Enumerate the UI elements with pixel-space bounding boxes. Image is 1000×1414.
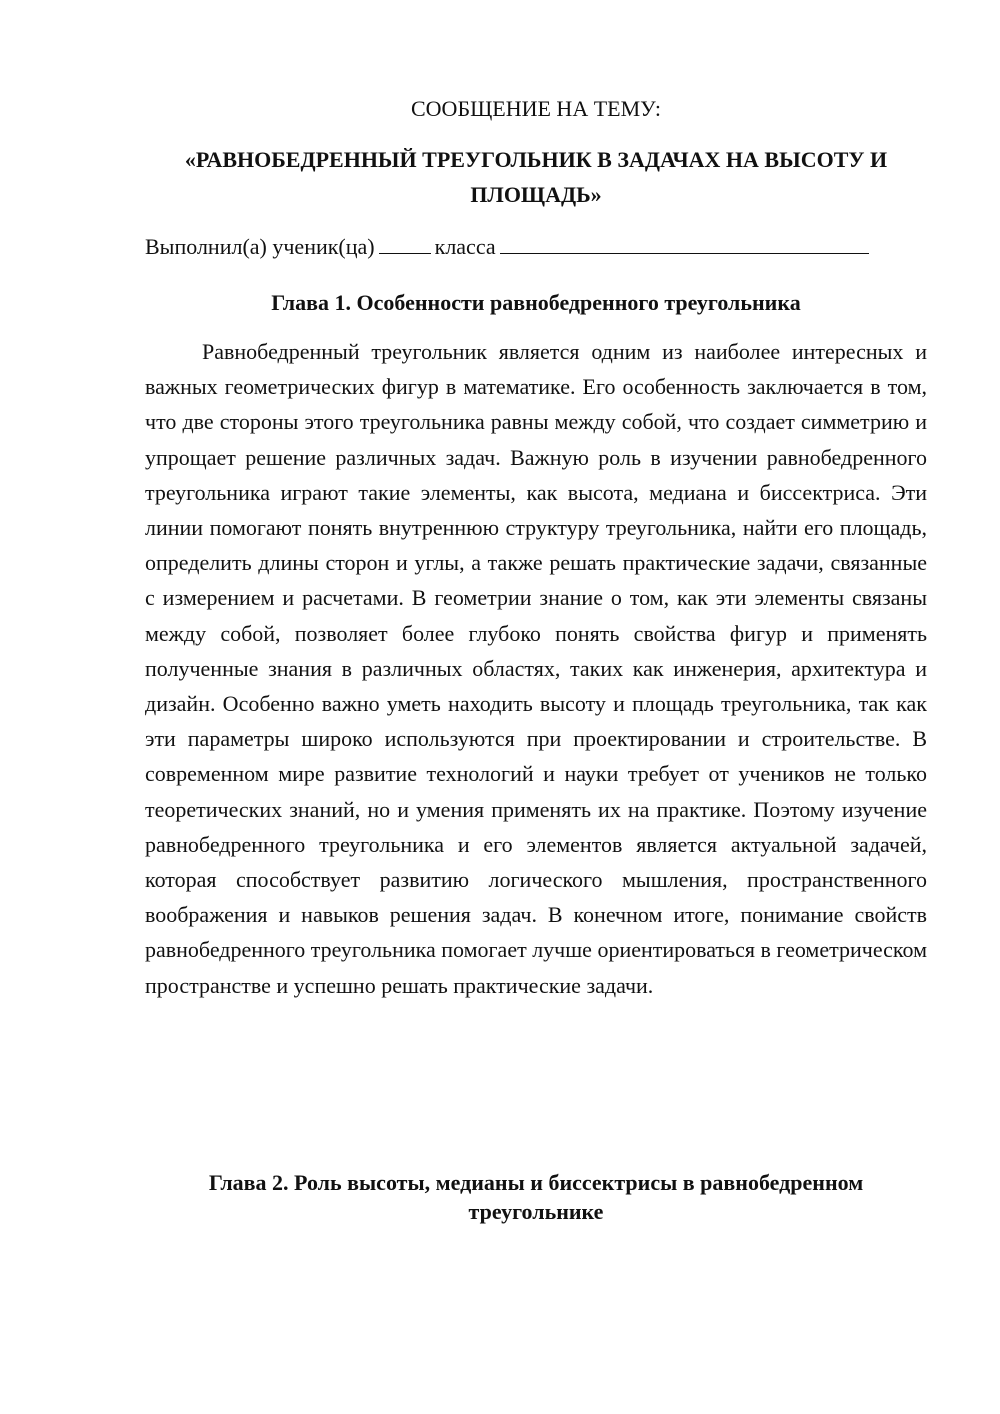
class-blank: [379, 235, 431, 254]
chapter-1-paragraph: Равнобедренный треугольник является одним из наиболее интересных и важных геометрических фигур в математике. Его особенность заключается в том, что две стороны этого треугольника равны между собой, что создает симметрию и упрощает решение различных задач. Важную роль в изучении равнобедренного треугольника играют такие элементы, как высота, медиана и биссектриса. Эти линии помогают понять внутреннюю структуру треугольника, найти его площадь, определить длины сторон и углы, а также решать практические задачи, связанные с измерением и расчетами. В геометрии знание о том, как эти элементы связаны между собой, позволяет более глубоко понять свойства фигур и применять полученные знания в различных областях, таких как инженерия, архитектура и дизайн. Особенно важно уметь находить высоту и площадь треугольника, так как эти параметры широко используются при проектировании и строительстве. В современном мире развитие технологий и науки требует от учеников не только теоретических знаний, но и умения применять их на практике. Поэтому изучение равнобедренного треугольника и его элементов является актуальной задачей, которая способствует развитию логического мышления, пространственного воображения и навыков решения задач. В конечном итоге, понимание свойств равнобедренного треугольника помогает лучше ориентироваться в геометрическом пространстве и успешно решать практические задачи.: [145, 339, 927, 998]
document-heading: СООБЩЕНИЕ НА ТЕМУ:: [411, 96, 661, 121]
document-title: «РАВНОБЕДРЕННЫЙ ТРЕУГОЛЬНИК В ЗАДАЧАХ НА ВЫСОТУ И ПЛОЩАДЬ»: [184, 147, 888, 207]
author-prefix: Выполнил(а) ученик(ца): [145, 234, 375, 259]
author-class-label: класса: [434, 234, 496, 259]
chapter-1-title: Глава 1. Особенности равнобедренного треугольника: [271, 290, 801, 315]
name-blank: [500, 235, 869, 254]
chapter-2-title: Глава 2. Роль высоты, медианы и биссектрисы в равнобедренном треугольнике: [208, 1170, 864, 1224]
author-line: [145, 233, 927, 261]
